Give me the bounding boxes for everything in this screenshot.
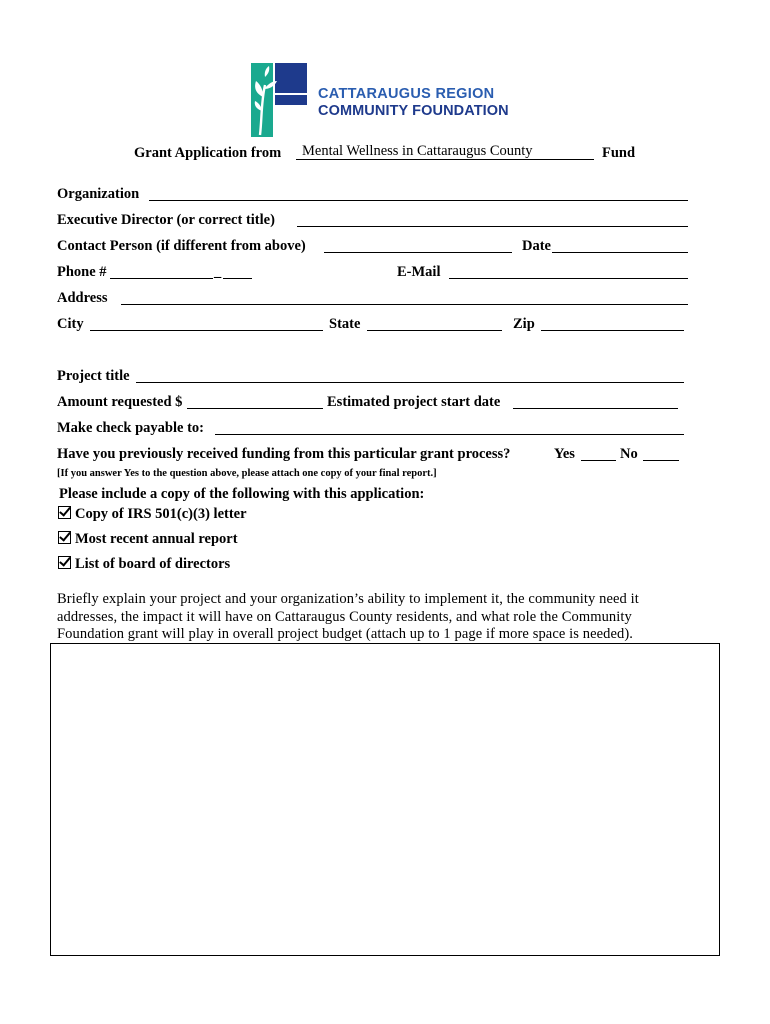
address-field[interactable] [121, 290, 688, 305]
title-suffix: Fund [602, 145, 636, 161]
checklist-item-label: Copy of IRS 501(c)(3) letter [75, 506, 247, 522]
date-field[interactable] [552, 238, 688, 253]
executive-director-row [57, 212, 688, 230]
checklist-item [58, 531, 238, 548]
phone-email-row [57, 264, 688, 282]
foundation-logo-mark [251, 63, 307, 137]
executive-director-field[interactable] [297, 212, 688, 227]
yes-label: Yes [554, 446, 575, 462]
contact-person-label: Contact Person (if different from above) [57, 238, 306, 254]
start-date-label: Estimated project start date [327, 394, 501, 410]
contact-person-field[interactable] [324, 238, 512, 253]
title-prefix: Grant Application from [134, 145, 282, 161]
no-field[interactable] [643, 446, 679, 461]
amount-row [57, 394, 688, 412]
city-state-zip-row [57, 316, 688, 334]
project-title-label: Project title [57, 368, 130, 384]
make-check-row [57, 420, 688, 438]
checked-box-icon[interactable] [58, 506, 71, 519]
prior-funding-question: Have you previously received funding from this particular grant process? [57, 446, 511, 462]
organization-label: Organization [57, 186, 140, 202]
zip-field[interactable] [541, 316, 684, 331]
city-label: City [57, 316, 84, 332]
no-label: No [620, 446, 638, 462]
organization-field[interactable] [149, 186, 688, 201]
logo-text-line2: COMMUNITY FOUNDATION [318, 103, 509, 119]
make-check-field[interactable] [215, 420, 684, 435]
email-field[interactable] [449, 264, 688, 279]
organization-row [57, 186, 688, 204]
fund-name-value: Mental Wellness in Cattaraugus County [302, 143, 533, 159]
state-label: State [329, 316, 361, 332]
amount-requested-label: Amount requested $ [57, 394, 183, 410]
project-title-row [57, 368, 688, 386]
start-date-field[interactable] [513, 394, 678, 409]
contact-row [57, 238, 688, 256]
phone-ext-field[interactable] [223, 264, 252, 279]
phone-separator: _ [214, 264, 222, 280]
amount-requested-field[interactable] [187, 394, 323, 409]
project-description-textbox[interactable] [50, 643, 720, 956]
email-label: E-Mail [397, 264, 441, 280]
leaf-logo-icon [251, 63, 307, 137]
address-label: Address [57, 290, 108, 306]
state-field[interactable] [367, 316, 502, 331]
prior-funding-row [57, 446, 688, 464]
address-row [57, 290, 688, 308]
date-label: Date [522, 238, 551, 254]
phone-label: Phone # [57, 264, 107, 280]
checklist-item-label: List of board of directors [75, 556, 231, 572]
yes-field[interactable] [581, 446, 616, 461]
city-field[interactable] [90, 316, 323, 331]
executive-director-label: Executive Director (or correct title) [57, 212, 275, 228]
include-heading: Please include a copy of the following with this application: [59, 486, 425, 502]
project-title-field[interactable] [136, 368, 684, 383]
final-report-note: [If you answer Yes to the question above, please attach one copy of your final report.] [57, 468, 437, 479]
phone-field[interactable] [110, 264, 213, 279]
logo-text-line1: CATTARAUGUS REGION [318, 86, 495, 102]
fund-name-field[interactable] [296, 143, 594, 160]
checked-box-icon[interactable] [58, 556, 71, 569]
checklist-item [58, 556, 230, 573]
checklist-item-label: Most recent annual report [75, 531, 238, 547]
checked-box-icon[interactable] [58, 531, 71, 544]
checklist-item [58, 506, 247, 523]
make-check-label: Make check payable to: [57, 420, 204, 436]
zip-label: Zip [513, 316, 535, 332]
description-prompt: Briefly explain your project and your organization’s ability to implement it, the community need it addresses, the impact it will have on Cattaraugus County residents, and what role the Community Foundation grant will play in overall project budget (attach up to 1 page if more space is needed). [57, 591, 639, 642]
